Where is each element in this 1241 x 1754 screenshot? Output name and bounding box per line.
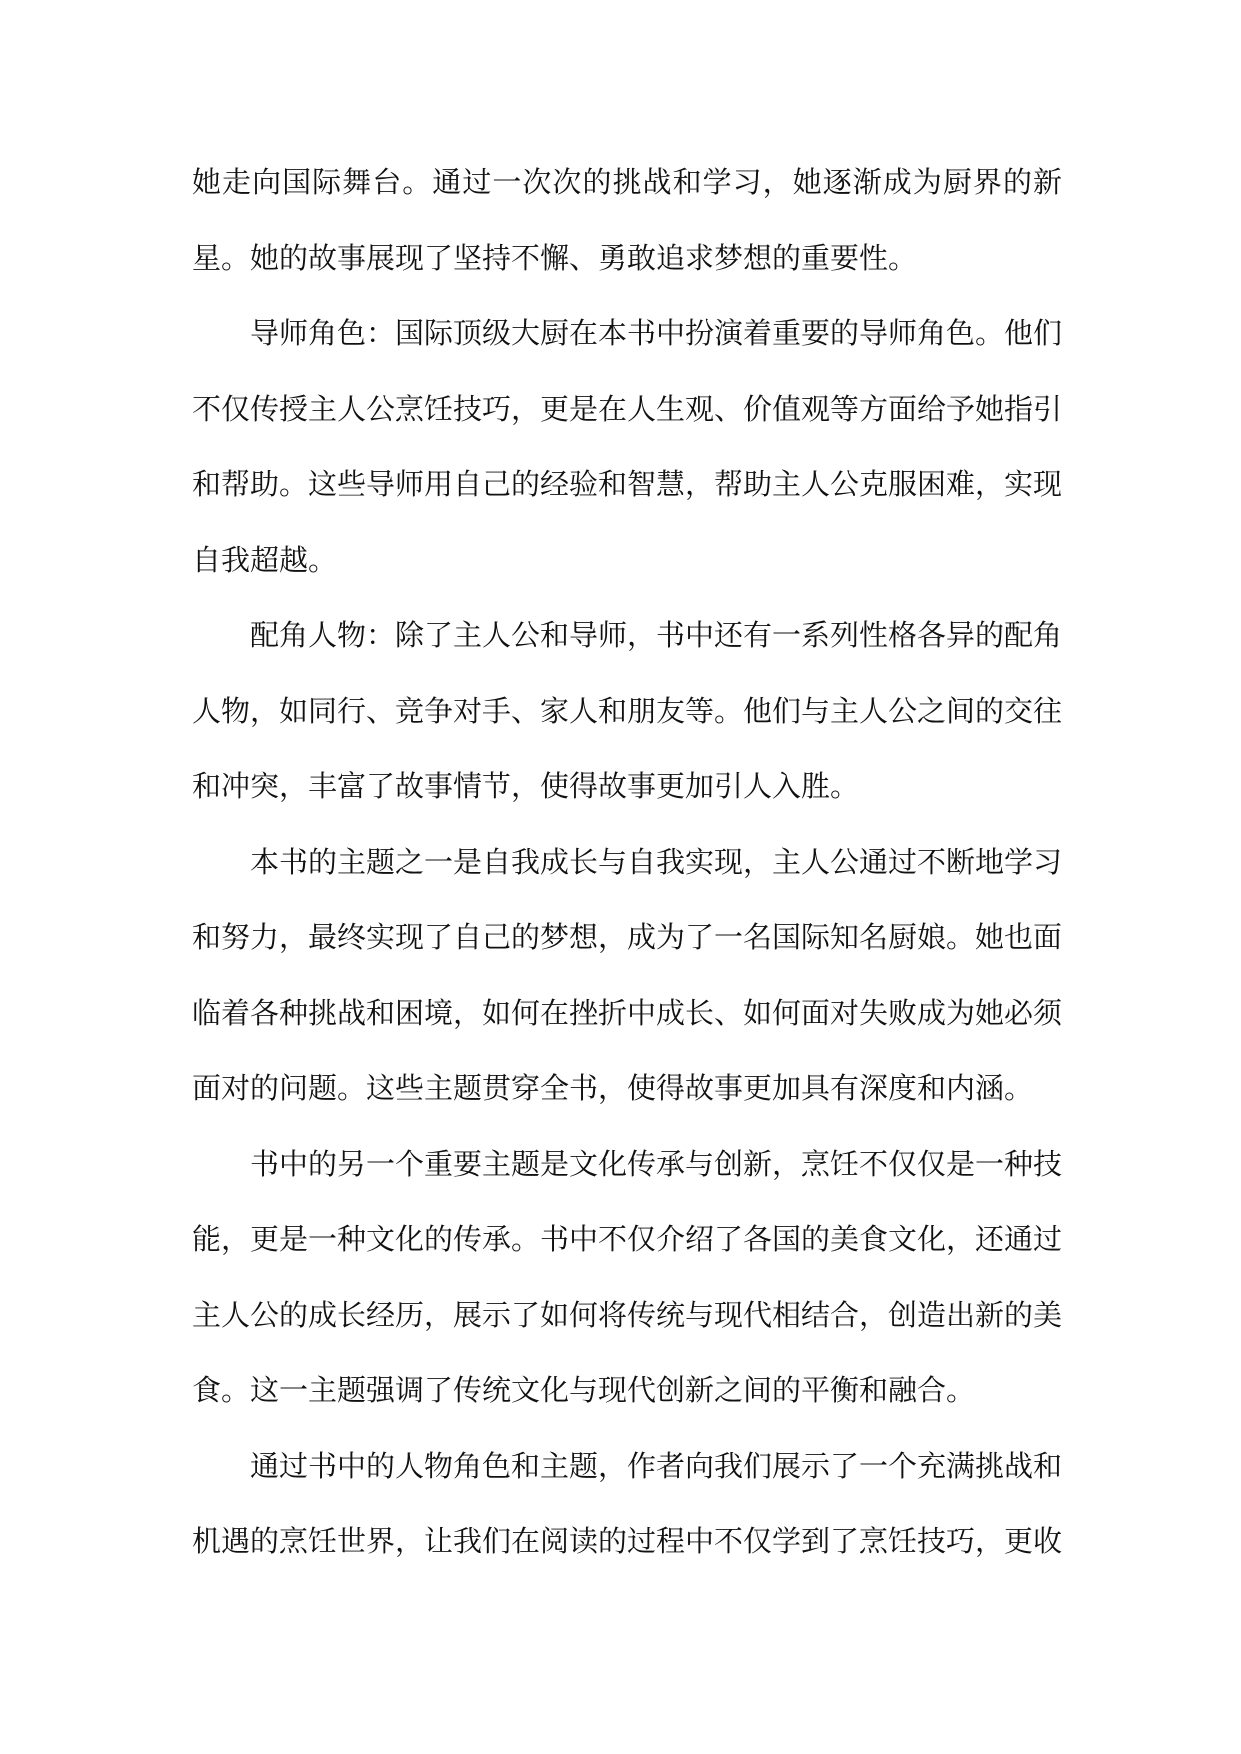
document-body — [192, 145, 1062, 1580]
paragraph-supporting-characters: 配角人物：除了主人公和导师，书中还有一系列性格各异的配角人物，如同行、竞争对手、家人和朋友等。他们与主人公之间的交往和冲突，丰富了故事情节，使得故事更加引人入胜。 — [192, 618, 1063, 803]
paragraph-theme-culture: 书中的另一个重要主题是文化传承与创新，烹饪不仅仅是一种技能，更是一种文化的传承。书中不仅介绍了各国的美食文化，还通过主人公的成长经历，展示了如何将传统与现代相结合，创造出新的美食。这一主题强调了传统文化与现代创新之间的平衡和融合。 — [192, 1146, 1063, 1407]
paragraph-mentor-role: 导师角色：国际顶级大厨在本书中扮演着重要的导师角色。他们不仅传授主人公烹饪技巧，更是在人生观、价值观等方面给予她指引和帮助。这些导师用自己的经验和智慧，帮助主人公克服困难，实现自我超越。 — [192, 316, 1063, 577]
paragraph-theme-growth: 本书的主题之一是自我成长与自我实现，主人公通过不断地学习和努力，最终实现了自己的梦想，成为了一名国际知名厨娘。她也面临着各种挑战和困境，如何在挫折中成长、如何面对失败成为她必须面对的问题。这些主题贯穿全书，使得故事更加具有深度和内涵。 — [192, 844, 1063, 1105]
paragraph-conclusion: 通过书中的人物角色和主题，作者向我们展示了一个充满挑战和机遇的烹饪世界，让我们在阅读的过程中不仅学到了烹饪技巧，更收 — [192, 1448, 1063, 1558]
paragraph-continuation: 她走向国际舞台。通过一次次的挑战和学习，她逐渐成为厨界的新星。她的故事展现了坚持不懈、勇敢追求梦想的重要性。 — [192, 165, 1062, 275]
